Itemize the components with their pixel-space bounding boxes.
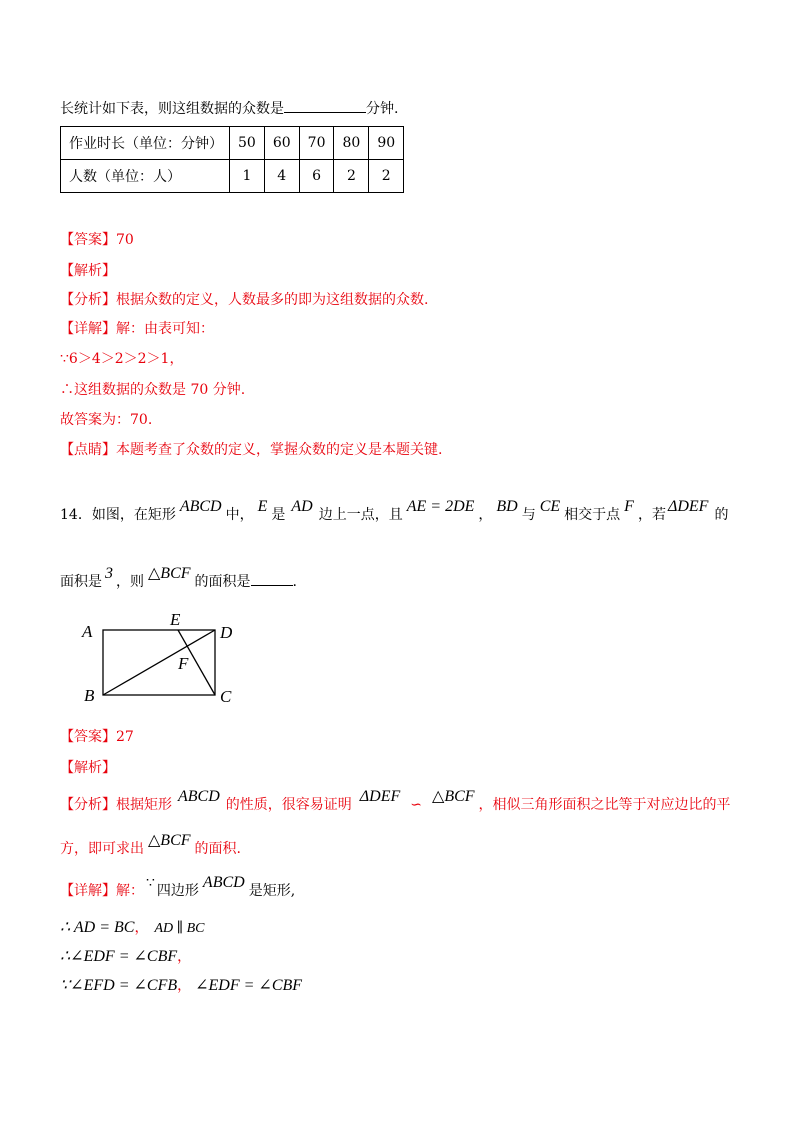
text: 四边形 (156, 883, 199, 899)
text: 的面积是 (194, 574, 251, 590)
answer-blank (251, 571, 293, 586)
similar-symbol: ∽ (410, 797, 423, 813)
text: ，若 (637, 507, 666, 523)
math-ad: AD (291, 498, 313, 515)
math-abcd: ABCD (202, 874, 245, 891)
text: ，相似三角形面积之比等于对应边比的平 (478, 797, 731, 813)
text: 与 (521, 507, 536, 523)
q13-analysis: 【分析】根据众数的定义，人数最多的即为这组数据的众数. (60, 292, 429, 308)
math-ad-eq-bc: ∴ AD = BC (60, 919, 135, 936)
label-f: F (178, 654, 189, 673)
q14-statement-line1 (60, 498, 729, 525)
label-d: D (220, 623, 233, 642)
table-cell: 80 (334, 127, 369, 160)
table-row-header: 人数（单位：人） (61, 160, 230, 193)
table-row (61, 127, 404, 160)
text: 相交于点 (564, 507, 621, 523)
q14-answer: 【答案】27 (60, 729, 134, 745)
q14-number: 14．如图，在矩形 (60, 507, 176, 523)
text: 中， (225, 507, 254, 523)
math-f: F (624, 498, 634, 515)
table-cell: 50 (230, 127, 265, 160)
text: ， (177, 978, 192, 994)
text: 【分析】根据矩形 (60, 797, 172, 813)
table-cell: 2 (369, 160, 404, 193)
table-cell: 90 (369, 127, 404, 160)
q14-step-2 (60, 947, 191, 967)
q14-analysis-line2 (60, 832, 241, 859)
math-bcf: △BCF (148, 565, 191, 582)
q14-step-3 (60, 976, 302, 996)
math-ae-2de: AE = 2DE (406, 498, 475, 515)
math-bcf: △BCF (148, 832, 191, 849)
text: 的面积. (194, 841, 241, 857)
diagonal-bd (103, 630, 215, 695)
text: 边上一点，且 (318, 507, 403, 523)
table-row (61, 160, 404, 193)
q14-jiexi: 【解析】 (60, 760, 116, 776)
text: 【详解】解： (60, 883, 144, 899)
table-cell: 1 (230, 160, 265, 193)
data-table (60, 126, 404, 193)
label-c: C (220, 687, 232, 706)
text: 方，即可求出 (60, 841, 144, 857)
math-three: 3 (105, 565, 113, 582)
q13-conclusion: 故答案为：70. (60, 412, 153, 428)
text: ， (177, 949, 192, 965)
q13-jiexi: 【解析】 (60, 263, 116, 279)
table-cell: 60 (264, 127, 299, 160)
math-bcf: △BCF (432, 788, 475, 805)
q13-because: ∵6＞4＞2＞2＞1， (60, 351, 184, 367)
q13-therefore: ∴这组数据的众数是 70 分钟. (60, 382, 246, 398)
label-e: E (170, 610, 181, 629)
math-def: ΔDEF (667, 498, 709, 515)
math-angle-edf-cbf: ∠EDF = ∠CBF (195, 977, 303, 994)
answer-blank (284, 98, 366, 113)
question-13-tail (60, 98, 398, 119)
q14-step-1 (60, 918, 205, 939)
text: 是矩形, (248, 883, 296, 899)
math-ce: CE (539, 498, 561, 515)
table-cell: 6 (299, 160, 334, 193)
table-row-header: 作业时长（单位：分钟） (61, 127, 230, 160)
table-cell: 70 (299, 127, 334, 160)
text: 的 (714, 507, 729, 523)
text: 是 (271, 507, 286, 523)
q14-detail-line (60, 874, 296, 901)
math-abcd: ABCD (179, 498, 222, 515)
label-b: B (84, 686, 95, 705)
q13-detail: 【详解】解：由表可知： (60, 321, 214, 337)
q14-analysis-line1 (60, 788, 731, 815)
label-a: A (82, 622, 93, 641)
math-bd: BD (496, 498, 518, 515)
q14-statement-line2 (60, 565, 297, 592)
math-def: ΔDEF (359, 788, 401, 805)
text: 的性质，很容易证明 (225, 797, 352, 813)
because-symbol: ∵ (146, 875, 155, 891)
table-cell: 2 (334, 160, 369, 193)
text: ， (478, 507, 493, 523)
q13-comment: 【点睛】本题考查了众数的定义，掌握众数的定义是本题关键. (60, 442, 443, 458)
math-e: E (257, 498, 268, 515)
intro-unit: 分钟. (366, 101, 399, 117)
math-angle-efd: ∵∠EFD = ∠CFB (60, 977, 178, 994)
text: ， (134, 920, 149, 936)
rectangle-figure (78, 610, 248, 710)
math-ad-parallel-bc: AD ∥ BC (154, 921, 205, 936)
math-abcd: ABCD (178, 788, 220, 805)
intro-text: 长统计如下表，则这组数据的众数是 (60, 101, 284, 117)
text: . (292, 574, 297, 590)
q13-answer: 【答案】70 (60, 232, 134, 248)
text: 面积是 (60, 574, 102, 590)
text: ，则 (116, 574, 144, 590)
math-angle-edf: ∴∠EDF = ∠CBF (60, 948, 178, 965)
table-cell: 4 (264, 160, 299, 193)
